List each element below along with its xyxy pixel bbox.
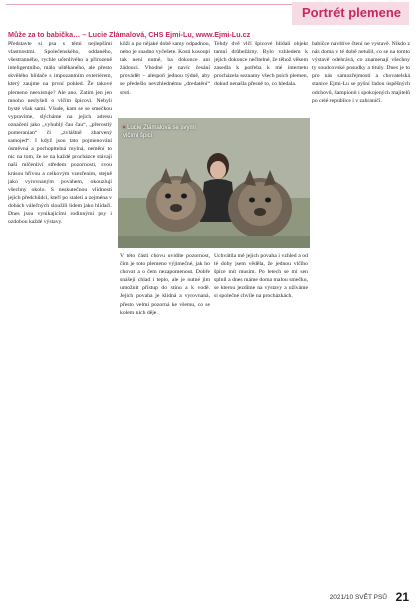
column-3-bottom-text: Uchvátila mě jejich povaha i vzhled a od té doby jsem věděla, že jednou vlčího špice mít musím. Po letech se mi sen splnil a dnes máme doma malou smečku, se kterou jezdíme na výstavy a užíváme si společné chvíle na procházkách. [214,253,308,300]
caption-text: Lucie Zlámalová se svými vlčími špici [123,125,196,139]
article-column-2-top [120,40,210,116]
article-photo [118,118,310,248]
headline-text: Může za to babička… [8,30,81,39]
article-byline: – Lucie Zlámalová, CHS Ejmi-Lu, www.Ejmi-Lu.cz [82,30,251,39]
column-4-text: babičce navštíve čtení ne vystavě. Nikdo z nás doma v té době netušil, co se na tomto výstavě odehrává, co znamenají všechny ty soudcovské posudky a tituly. Dnes je to pro nás samozřejmostí a chovatelská stanice Ejmi-Lu se pyšní řadou úspěšných odchovů, šampionů i spokojených majitelů po celé republice i v zahraničí. [312,41,410,104]
article-column-1 [8,40,112,588]
article-column-3-top [214,40,308,116]
column-2-top-text: kůži a po nějaké době samy odpadnou, nebo je snadno vyčešete. Kosti kosoupí tak není nutné, ba dokonce ani žádoucí. Vhodné je navíc česání provádět – alespoň jednou týdně, aby se předešlo nevzhlednému „dredatění“ srsti. [120,41,210,96]
article-column-4 [312,40,410,588]
footer-issue: 2021/10 SVĚT PSŮ [329,594,387,601]
page-number: 21 [395,590,409,604]
column-3-top-text: Tehdy dvě vlčí špicové hlídali objekt tamní drůbežárny. Bylo vzhledem k jejich dokonce nečitelné, že těhož věkem zasedla k potřeba k mé internetu procházela seznamy všech psích plemen, dokud nenašla přesně to, co hledala. [214,41,308,88]
section-title: Portrét plemene [292,2,409,25]
caption-bullet-icon: • [123,125,126,131]
article-column-3-bottom [214,252,308,588]
photo-caption [123,124,203,140]
column-2-bottom-text: V této části chovu uvidíte pozornost, čím je toto plemeno výjimečné, jak ho chovat a o čem nezapomenout. Dobře snášejí chlad i teplo, ale je nutné jim umožnit přístup do stínu a k vodě. Jejich povaha je klidná a vyrovnaná, přesto velmi pozorná ke všemu, co se kolem nich děje. [120,253,210,316]
column-1-text: Představte si psa s těmi nejlepšími vlastnostmi. Společenského, oddaného, všestranného, rychle učenlivého a přirozeně inteligentního, málo uštěkaného, ale přesto skvělého hlídače s impozantním exteriérem, který zaujme na první pohled. Že takové plemeno neexistuje? Ale ano. Zatím jen jen mnoho neslyšeli o vlčím špicovi. Nebyli bysté však sami. Všude, kam se se smečkou vypravíme, slýcháme na jejich adresu označení jako „vyhublý čau čau“, „přerostlý pomeranian“ či „zvláštně zbarvený samojed“. I když jsou tato pojmenování úsměvná a pochopitelná mylná, nemění to nic na tom, že se na každé procházce stávají naši mlčenliví středem pozornosti, svou krásou hřívou a celkovým vzezřením, stejně jako vyrovnaným povahem, okouzlují všechny okolo. S neskutečnou vlídností jejich předchůdci, kteří po staletí a zejména v dobách válečných sloužili lidem jako hlídači. Dnes jsou vynikajícími rodinnými psy i ozdobou každé výstavy. [8,41,112,226]
article-column-2-bottom [120,252,210,588]
article-headline [8,30,408,39]
